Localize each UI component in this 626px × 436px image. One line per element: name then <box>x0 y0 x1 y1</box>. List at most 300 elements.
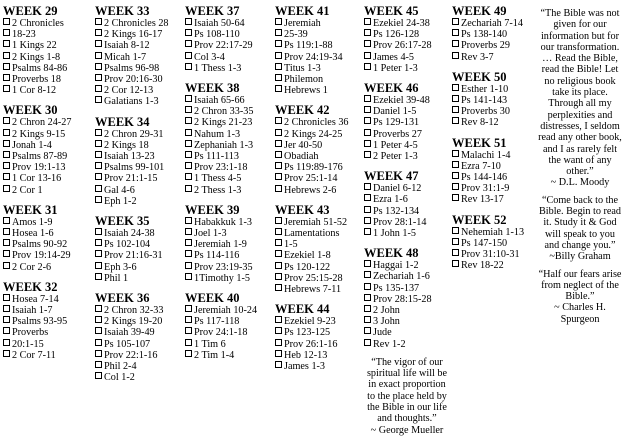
checkbox[interactable] <box>95 129 102 136</box>
checkbox[interactable] <box>364 305 371 312</box>
checkbox[interactable] <box>275 262 282 269</box>
reading-label: Isaiah 50-64 <box>194 18 245 29</box>
reading-item <box>275 339 361 350</box>
reading-label: Jer 40-50 <box>284 139 323 151</box>
reading-label: Ezekiel 39-48 <box>373 95 430 107</box>
checkbox[interactable] <box>185 40 192 47</box>
checkbox[interactable] <box>95 18 102 25</box>
checkbox[interactable] <box>364 183 371 190</box>
checkbox[interactable] <box>275 140 282 147</box>
reading-item <box>95 18 181 29</box>
reading-label: Rev 1-2 <box>373 338 406 350</box>
checkbox[interactable] <box>185 305 192 312</box>
reading-label: Ps 123-125 <box>284 327 331 339</box>
checkbox[interactable] <box>3 294 10 301</box>
checkbox[interactable] <box>275 339 282 346</box>
checkbox[interactable] <box>185 140 192 147</box>
checkbox[interactable] <box>3 316 10 323</box>
checkbox[interactable] <box>275 129 282 136</box>
reading-label: Ps 126-128 <box>373 29 420 41</box>
reading-label: Psalms 84-86 <box>12 62 68 74</box>
checkbox[interactable] <box>452 194 459 201</box>
checkbox[interactable] <box>364 106 371 113</box>
reading-item <box>275 173 361 184</box>
reading-label: Prov 25:15-28 <box>284 272 343 284</box>
checkbox[interactable] <box>95 228 102 235</box>
reading-item <box>275 217 361 228</box>
checkbox[interactable] <box>452 117 459 124</box>
checkbox[interactable] <box>452 29 459 36</box>
checkbox[interactable] <box>185 239 192 246</box>
week-title: WEEK 49 <box>452 4 507 18</box>
week-title: WEEK 48 <box>364 246 419 261</box>
checkbox[interactable] <box>364 228 371 235</box>
reading-item <box>3 162 89 173</box>
checkbox[interactable] <box>185 29 192 36</box>
reading-item <box>452 18 538 29</box>
reading-item <box>185 305 271 316</box>
checkbox[interactable] <box>452 260 459 267</box>
checkbox[interactable] <box>95 29 102 36</box>
reading-item <box>185 262 271 273</box>
checkbox[interactable] <box>275 185 282 192</box>
checkbox[interactable] <box>185 151 192 158</box>
checkbox[interactable] <box>3 239 10 246</box>
checkbox[interactable] <box>364 95 371 102</box>
checkbox[interactable] <box>364 29 371 36</box>
reading-label: Jude <box>373 327 392 339</box>
checkbox[interactable] <box>452 161 459 168</box>
week-title: WEEK 33 <box>95 4 150 18</box>
reading-item <box>275 18 361 29</box>
reading-item <box>364 194 450 205</box>
checkbox[interactable] <box>95 273 102 280</box>
checkbox[interactable] <box>95 327 102 334</box>
reading-label: 1 Thess 4-5 <box>194 173 242 185</box>
column-3 <box>185 4 271 368</box>
reading-item <box>452 150 538 161</box>
checkbox[interactable] <box>95 262 102 269</box>
quote-author: ~Billy Graham <box>549 251 611 263</box>
checkbox[interactable] <box>275 85 282 92</box>
checkbox[interactable] <box>185 262 192 269</box>
reading-label: Ps 120-122 <box>284 261 331 273</box>
checkbox[interactable] <box>275 173 282 180</box>
week-block <box>185 4 271 74</box>
reading-label: 2 Thess 1-3 <box>194 184 242 196</box>
reading-label: Col 1-2 <box>104 372 135 384</box>
checkbox[interactable] <box>3 250 10 257</box>
checkbox[interactable] <box>452 183 459 190</box>
reading-label: Ezekiel 9-23 <box>284 316 336 328</box>
checkbox[interactable] <box>452 84 459 91</box>
checkbox[interactable] <box>95 185 102 192</box>
checkbox[interactable] <box>95 196 102 203</box>
reading-item <box>364 151 450 162</box>
reading-label: Prov 20:16-30 <box>104 74 163 86</box>
reading-label: Isaiah 1-7 <box>12 305 53 317</box>
checkbox[interactable] <box>3 29 10 36</box>
checkbox[interactable] <box>95 85 102 92</box>
checkbox[interactable] <box>3 327 10 334</box>
checkbox[interactable] <box>185 117 192 124</box>
reading-item <box>364 228 450 239</box>
reading-item <box>452 40 538 51</box>
reading-item <box>364 29 450 40</box>
reading-label: 2 Cor 12-13 <box>104 85 154 97</box>
checkbox[interactable] <box>275 284 282 291</box>
reading-label: 1 Cor 8-12 <box>12 85 57 97</box>
reading-label: Proverbs <box>12 327 49 339</box>
checkbox[interactable] <box>185 316 192 323</box>
reading-label: Hosea 1-6 <box>12 228 54 240</box>
checkbox[interactable] <box>452 40 459 47</box>
checkbox[interactable] <box>3 117 10 124</box>
reading-label: Zephaniah 1-3 <box>194 139 254 151</box>
reading-item <box>3 350 89 361</box>
checkbox[interactable] <box>275 40 282 47</box>
checkbox[interactable] <box>275 239 282 246</box>
checkbox[interactable] <box>3 151 10 158</box>
reading-item <box>3 40 89 51</box>
reading-item <box>275 52 361 63</box>
checkbox[interactable] <box>452 238 459 245</box>
week-title: WEEK 44 <box>275 302 330 317</box>
checkbox[interactable] <box>275 316 282 323</box>
reading-item <box>95 372 181 383</box>
checkbox[interactable] <box>95 140 102 147</box>
week-block <box>95 214 181 284</box>
reading-item <box>275 140 361 151</box>
reading-item <box>95 173 181 184</box>
checkbox[interactable] <box>364 117 371 124</box>
week-block <box>275 203 361 295</box>
week-title: WEEK 41 <box>275 4 330 18</box>
week-block <box>364 246 450 350</box>
checkbox[interactable] <box>95 96 102 103</box>
checkbox[interactable] <box>3 40 10 47</box>
checkbox[interactable] <box>3 63 10 70</box>
checkbox[interactable] <box>3 305 10 312</box>
reading-item <box>364 339 450 350</box>
reading-item <box>95 196 181 207</box>
reading-label: Ps 114-116 <box>194 250 240 262</box>
week-block <box>3 280 89 361</box>
checkbox[interactable] <box>95 305 102 312</box>
reading-item <box>275 63 361 74</box>
checkbox[interactable] <box>364 283 371 290</box>
week-block <box>3 103 89 195</box>
checkbox[interactable] <box>364 316 371 323</box>
reading-label: Daniel 6-12 <box>373 183 422 195</box>
checkbox[interactable] <box>185 250 192 257</box>
reading-item <box>364 117 450 128</box>
reading-item <box>185 327 271 338</box>
reading-label: Prov 28:15-28 <box>373 293 432 305</box>
checkbox[interactable] <box>452 227 459 234</box>
reading-item <box>364 52 450 63</box>
reading-item <box>364 140 450 151</box>
reading-item <box>3 63 89 74</box>
checkbox[interactable] <box>3 140 10 147</box>
reading-label: Prov 26:1-16 <box>284 338 338 350</box>
checkbox[interactable] <box>95 239 102 246</box>
checkbox[interactable] <box>95 162 102 169</box>
reading-item <box>275 185 361 196</box>
checkbox[interactable] <box>185 95 192 102</box>
checkbox[interactable] <box>275 63 282 70</box>
reading-label: Nahum 1-3 <box>194 128 241 140</box>
checkbox[interactable] <box>185 63 192 70</box>
reading-label: Prov 19:14-29 <box>12 250 71 262</box>
reading-item <box>3 74 89 85</box>
checkbox[interactable] <box>185 273 192 280</box>
reading-item <box>364 106 450 117</box>
checkbox[interactable] <box>452 52 459 59</box>
checkbox[interactable] <box>364 40 371 47</box>
reading-label: Ps 119:1-88 <box>284 40 333 52</box>
reading-item <box>364 294 450 305</box>
checkbox[interactable] <box>185 129 192 136</box>
reading-label: Philemon <box>284 74 324 86</box>
reading-label: Jeremiah <box>284 18 321 29</box>
week-title: WEEK 40 <box>185 291 240 306</box>
reading-label: 1 Cor 13-16 <box>12 173 62 185</box>
week-block <box>452 4 538 63</box>
checkbox[interactable] <box>275 361 282 368</box>
checkbox[interactable] <box>275 250 282 257</box>
checkbox[interactable] <box>364 339 371 346</box>
reading-label: Esther 1-10 <box>461 83 509 95</box>
quote-author: ~ George Mueller <box>370 424 444 436</box>
checkbox[interactable] <box>364 217 371 224</box>
checkbox[interactable] <box>364 206 371 213</box>
reading-item <box>3 217 89 228</box>
reading-item <box>95 129 181 140</box>
reading-label: Isaiah 65-66 <box>194 95 245 107</box>
reading-item <box>185 316 271 327</box>
checkbox[interactable] <box>275 217 282 224</box>
checkbox[interactable] <box>275 151 282 158</box>
checkbox[interactable] <box>3 85 10 92</box>
checkbox[interactable] <box>452 172 459 179</box>
reading-label: Psalms 99-101 <box>104 162 165 174</box>
checkbox[interactable] <box>275 18 282 25</box>
reading-label: Galatians 1-3 <box>104 96 159 108</box>
reading-label: 1 John 1-5 <box>373 228 417 240</box>
reading-label: Ps 119:89-176 <box>284 162 343 174</box>
reading-item <box>275 74 361 85</box>
reading-item <box>275 228 361 239</box>
reading-item <box>95 239 181 250</box>
reading-item <box>3 140 89 151</box>
checkbox[interactable] <box>185 185 192 192</box>
checkbox[interactable] <box>452 95 459 102</box>
reading-item <box>3 228 89 239</box>
reading-item <box>364 206 450 217</box>
checkbox[interactable] <box>95 52 102 59</box>
reading-item <box>275 350 361 361</box>
checkbox[interactable] <box>364 129 371 136</box>
reading-label: Malachi 1-4 <box>461 149 511 161</box>
reading-label: 1 Tim 6 <box>194 338 226 350</box>
checkbox[interactable] <box>95 173 102 180</box>
week-title: WEEK 34 <box>95 114 150 129</box>
reading-item <box>3 29 89 40</box>
reading-label: Phil 2-4 <box>104 361 137 373</box>
checkbox[interactable] <box>95 316 102 323</box>
reading-label: Prov 31:10-31 <box>461 249 520 261</box>
checkbox[interactable] <box>364 294 371 301</box>
reading-item <box>95 250 181 261</box>
reading-item <box>452 161 538 172</box>
reading-item <box>275 151 361 162</box>
checkbox[interactable] <box>275 327 282 334</box>
week-block <box>275 103 361 195</box>
checkbox[interactable] <box>3 262 10 269</box>
checkbox[interactable] <box>185 350 192 357</box>
reading-label: 18-23 <box>12 29 36 41</box>
reading-item <box>3 327 89 338</box>
quote-text: “The vigor of our spiritual life will be in exact proportion to the place held by the Bible in our life and thoughts.” <box>366 356 448 425</box>
checkbox[interactable] <box>452 150 459 157</box>
reading-item <box>275 117 361 128</box>
checkbox[interactable] <box>3 339 10 346</box>
checkbox[interactable] <box>275 162 282 169</box>
reading-item <box>185 129 271 140</box>
checkbox[interactable] <box>95 63 102 70</box>
reading-item <box>3 151 89 162</box>
reading-item <box>185 217 271 228</box>
checkbox[interactable] <box>185 162 192 169</box>
reading-item <box>185 239 271 250</box>
checkbox[interactable] <box>95 74 102 81</box>
checkbox[interactable] <box>364 271 371 278</box>
checkbox[interactable] <box>275 273 282 280</box>
week-block <box>185 203 271 284</box>
checkbox[interactable] <box>364 63 371 70</box>
checkbox[interactable] <box>95 151 102 158</box>
checkbox[interactable] <box>95 361 102 368</box>
checkbox[interactable] <box>3 74 10 81</box>
reading-item <box>452 194 538 205</box>
reading-label: 2 Tim 1-4 <box>194 349 235 361</box>
reading-item <box>364 40 450 51</box>
reading-label: Lamentations <box>284 228 340 240</box>
reading-label: Nehemiah 1-13 <box>461 226 525 238</box>
quote-text: “The Bible was not given for our information but for our transformation. … Read the Bible, read the Bible! Let no religious book take its place. Through all my perplexities and distresses, I seldom read any other book, and I as rarely felt the want of any other.” <box>538 8 622 178</box>
checkbox[interactable] <box>185 228 192 235</box>
checkbox[interactable] <box>275 228 282 235</box>
checkbox[interactable] <box>364 151 371 158</box>
checkbox[interactable] <box>3 129 10 136</box>
checkbox[interactable] <box>275 52 282 59</box>
reading-label: 2 Chronicles <box>12 18 64 29</box>
checkbox[interactable] <box>452 249 459 256</box>
week-block <box>95 115 181 207</box>
quote-mueller <box>364 357 450 436</box>
week-title: WEEK 45 <box>364 4 419 18</box>
reading-label: 1Timothy 1-5 <box>194 272 250 284</box>
checkbox[interactable] <box>275 74 282 81</box>
checkbox[interactable] <box>3 162 10 169</box>
checkbox[interactable] <box>95 350 102 357</box>
checkbox[interactable] <box>185 339 192 346</box>
week-title: WEEK 36 <box>95 291 150 306</box>
reading-item <box>452 227 538 238</box>
checkbox[interactable] <box>452 18 459 25</box>
checkbox[interactable] <box>364 52 371 59</box>
reading-item <box>185 228 271 239</box>
reading-item <box>452 183 538 194</box>
column-6 <box>452 4 538 278</box>
reading-item <box>95 40 181 51</box>
checkbox[interactable] <box>364 194 371 201</box>
checkbox[interactable] <box>185 52 192 59</box>
checkbox[interactable] <box>364 260 371 267</box>
checkbox[interactable] <box>95 339 102 346</box>
checkbox[interactable] <box>3 18 10 25</box>
reading-label: Ps 102-104 <box>104 239 151 251</box>
checkbox[interactable] <box>275 117 282 124</box>
checkbox[interactable] <box>3 228 10 235</box>
checkbox[interactable] <box>452 106 459 113</box>
week-block <box>3 4 89 96</box>
checkbox[interactable] <box>275 350 282 357</box>
reading-label: Prov 24:19-34 <box>284 51 343 63</box>
reading-label: Habakkuk 1-3 <box>194 216 252 228</box>
checkbox[interactable] <box>3 185 10 192</box>
week-block <box>275 302 361 372</box>
checkbox[interactable] <box>185 217 192 224</box>
week-block <box>364 169 450 239</box>
reading-item <box>364 183 450 194</box>
quote-text: “Half our fears arise from neglect of the Bible.” <box>538 268 622 303</box>
reading-item <box>452 106 538 117</box>
checkbox[interactable] <box>364 140 371 147</box>
checkbox[interactable] <box>185 327 192 334</box>
checkbox[interactable] <box>3 217 10 224</box>
checkbox[interactable] <box>275 29 282 36</box>
checkbox[interactable] <box>95 372 102 379</box>
checkbox[interactable] <box>364 327 371 334</box>
reading-label: Rev 8-12 <box>461 117 499 129</box>
checkbox[interactable] <box>3 173 10 180</box>
checkbox[interactable] <box>3 350 10 357</box>
checkbox[interactable] <box>3 52 10 59</box>
reading-item <box>95 273 181 284</box>
reading-item <box>185 63 271 74</box>
reading-label: Isaiah 8-12 <box>104 40 150 52</box>
reading-label: Col 3-4 <box>194 51 225 63</box>
checkbox[interactable] <box>95 40 102 47</box>
week-title: WEEK 50 <box>452 69 507 84</box>
reading-label: Jonah 1-4 <box>12 139 52 151</box>
reading-label: 2 Chronicles 36 <box>284 117 349 129</box>
reading-label: Hosea 7-14 <box>12 293 59 305</box>
reading-item <box>275 250 361 261</box>
reading-label: Psalms 90-92 <box>12 239 68 251</box>
checkbox[interactable] <box>185 173 192 180</box>
reading-label: 2 Chron 24-27 <box>12 117 72 129</box>
reading-item <box>185 95 271 106</box>
checkbox[interactable] <box>185 106 192 113</box>
checkbox[interactable] <box>364 18 371 25</box>
checkbox[interactable] <box>185 18 192 25</box>
checkbox[interactable] <box>95 250 102 257</box>
reading-label: 2 Peter 1-3 <box>373 151 418 163</box>
quote-spurgeon <box>537 269 623 325</box>
